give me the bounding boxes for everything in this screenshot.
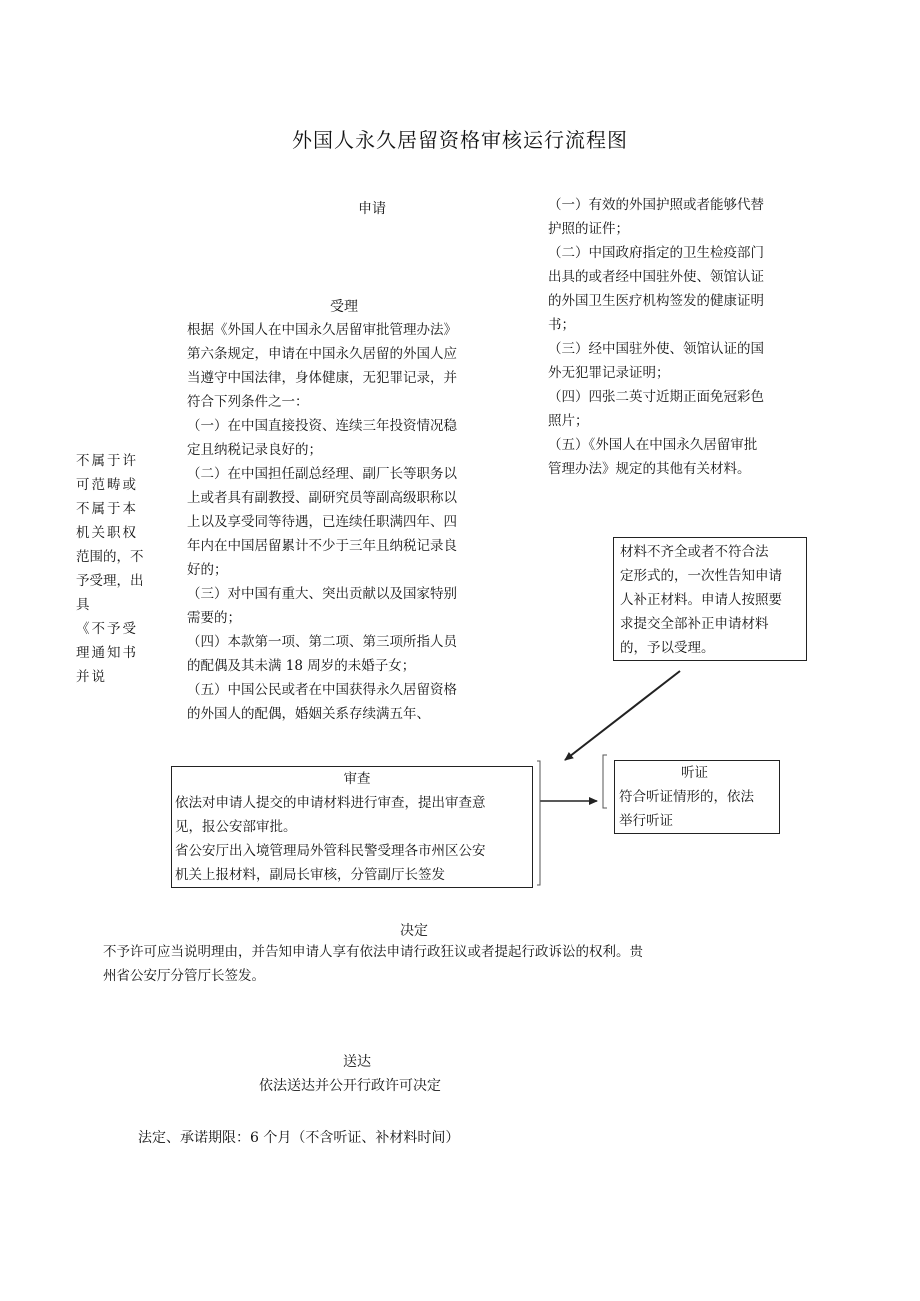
page-title: 外国人永久居留资格审核运行流程图 [292,128,628,152]
material-line: （三）经中国驻外使、领馆认证的国 [548,341,764,357]
deadline-text: 法定、承诺期限：6 个月（不含听证、补材料时间） [138,1130,460,1146]
condition-line: 年内在中国居留累计不少于三年且纳税记录良 [187,538,457,554]
material-line: （五）《外国人在中国永久居留审批 [548,437,758,453]
condition-line: 的配偶及其未满 18 周岁的未婚子女； [187,658,416,674]
supplement-line: 定形式的，一次性告知申请 [620,568,782,584]
note-line: 范围的，不 [76,549,144,565]
supplement-line: 材料不齐全或者不符合法 [620,544,769,560]
review-line: 机关上报材料，副局长审核，分管副厅长签发 [175,867,445,883]
review-line: 依法对申请人提交的申请材料进行审查，提出审查意 [175,795,486,811]
decision-line: 州省公安厅分管厅长签发。 [103,968,265,984]
condition-line: 定且纳税记录良好的； [187,442,322,458]
hearing-bracket [603,755,607,808]
note-line: 机关职权 [76,525,138,541]
condition-line: （四）本款第一项、第二项、第三项所指人员 [187,634,457,650]
material-line: 照片； [548,413,589,429]
material-line: 管理办法》规定的其他有关材料。 [548,461,751,477]
material-line: 护照的证件； [548,221,629,237]
note-line: 不属于本 [76,501,138,517]
supplement-to-review-arrow [565,671,680,760]
note-line: 理通知书 [76,645,138,661]
review-line: 见，报公安部审批。 [175,819,297,835]
condition-line: 符合下列条件之一： [187,394,309,410]
delivery-text: 依法送达并公开行政许可决定 [259,1078,441,1094]
supplement-line: 求提交全部补正申请材料 [620,616,769,632]
condition-line: （一）在中国直接投资、连续三年投资情况稳 [187,418,457,434]
note-line: 不属于许 [76,453,138,469]
review-line: 省公安厅出入境管理局外管科民警受理各市州区公安 [175,843,486,859]
accept-label: 受理 [330,299,358,315]
condition-line: 的外国人的配偶，婚姻关系存续满五年、 [187,706,430,722]
condition-line: 根据《外国人在中国永久居留审批管理办法》 [187,322,457,338]
hearing-line: 符合听证情形的，依法 [619,789,754,805]
condition-line: （五）中国公民或者在中国获得永久居留资格 [187,682,457,698]
apply-label: 申请 [358,201,386,217]
decision-text [103,940,743,988]
condition-line: 上以及享受同等待遇，已连续任职满四年、四 [187,514,457,530]
review-bracket [537,761,540,885]
note-line: 可范畴或 [76,477,138,493]
condition-line: 第六条规定，申请在中国永久居留的外国人应 [187,346,457,362]
condition-line: （二）在中国担任副总经理、副厂长等职务以 [187,466,457,482]
hearing-line: 举行听证 [619,813,673,829]
note-line: 《不予受 [76,621,138,637]
delivery-label: 送达 [343,1054,371,1070]
condition-line: 需要的； [187,610,241,626]
material-line: （一）有效的外国护照或者能够代替 [548,197,764,213]
condition-line: 好的； [187,562,228,578]
material-line: 书； [548,317,575,333]
hearing-label: 听证 [681,765,708,781]
material-line: （二）中国政府指定的卫生检疫部门 [548,245,764,261]
note-line: 并说 [76,669,107,685]
supplement-line: 的，予以受理。 [620,640,715,656]
decision-label: 决定 [400,923,428,939]
review-label: 审查 [343,771,371,787]
note-line: 予受理，出 [76,573,144,589]
condition-line: 当遵守中国法律，身体健康，无犯罪记录，并 [187,370,457,386]
supplement-line: 人补正材料。申请人按照要 [620,592,782,608]
note-line: 具 [76,597,92,613]
condition-line: （三）对中国有重大、突出贡献以及国家特别 [187,586,457,602]
material-line: 外无犯罪记录证明； [548,365,670,381]
material-line: 的外国卫生医疗机构签发的健康证明 [548,293,764,309]
decision-line: 不予许可应当说明理由，并告知申请人享有依法申请行政狂议或者提起行政诉讼的权利。贵 [103,944,643,960]
material-line: 出具的或者经中国驻外使、领馆认证 [548,269,764,285]
material-line: （四）四张二英寸近期正面免冠彩色 [548,389,764,405]
condition-line: 上或者具有副教授、副研究员等副高级职称以 [187,490,457,506]
